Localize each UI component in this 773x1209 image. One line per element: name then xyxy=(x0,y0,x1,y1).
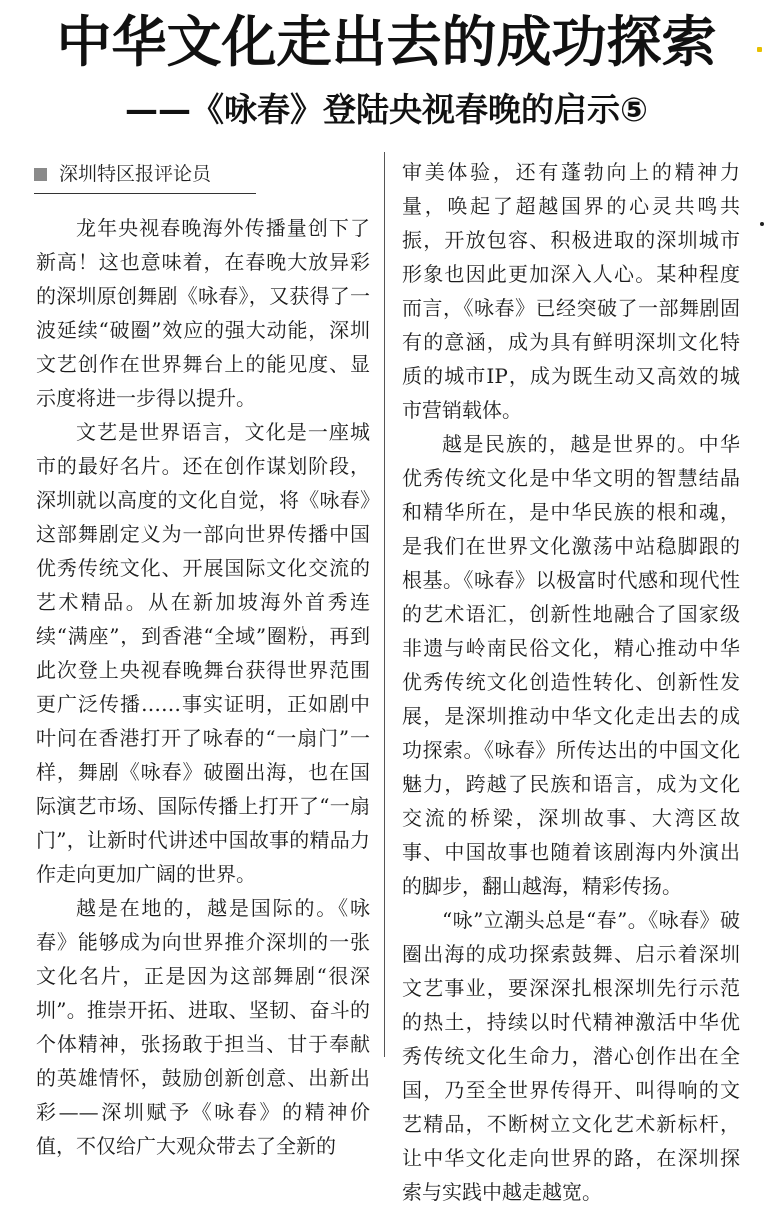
paragraph: 越是民族的，越是世界的。中华优秀传统文化是中华文明的智慧结晶和精华所在，是中华民族的根和魂，是我们在世界文化激荡中站稳脚跟的根基。《咏春》以极富时代感和现代性的艺术语汇，创新性地融合了国家级非遗与岭南民俗文化，精心推动中华优秀传统文化创造性转化、创新性发展，是深圳推动中华文化走出去的成功探索。《咏春》所传达出的中国文化魅力，跨越了民族和语言，成为文化交流的桥梁，深圳故事、大湾区故事、中国故事也随着该剧海内外演出的脚步，翻山越海，精彩传扬。 xyxy=(402,432,740,898)
column-divider xyxy=(384,152,385,1057)
right-column xyxy=(402,155,740,1209)
square-marker-icon xyxy=(34,168,47,181)
paragraph-continuation: 审美体验，还有蓬勃向上的精神力量，唤起了超越国界的心灵共鸣共振，开放包容、积极进取的深圳城市形象也因此更加深入人心。某种程度而言，《咏春》已经突破了一部舞剧固有的意涵，成为具有鲜明深圳文化特质的城市IP，成为既生动又高效的城市营销载体。 xyxy=(402,160,740,422)
byline xyxy=(34,155,256,194)
register-mark xyxy=(760,222,764,226)
decorative-dot xyxy=(757,47,762,52)
headline: 中华文化走出去的成功探索 xyxy=(56,10,717,74)
paragraph: 文艺是世界语言，文化是一座城市的最好名片。还在创作谋划阶段，深圳就以高度的文化自觉，将《咏春》这部舞剧定义为一部向世界传播中国优秀传统文化、开展国际文化交流的艺术精品。从在新加坡海外首秀连续“满座”，到香港“全域”圈粉，再到此次登上央视春晚舞台获得世界范围更广泛传播……事实证明，正如剧中叶问在香港打开了咏春的“一扇门”一样，舞剧《咏春》破圈出海，也在国际演艺市场、国际传播上打开了“一扇门”，让新时代讲述中国故事的精品力作走向更加广阔的世界。 xyxy=(36,420,370,886)
paragraph: 越是在地的，越是国际的。《咏春》能够成为向世界推介深圳的一张文化名片，正是因为这部舞剧“很深圳”。推崇开拓、进取、坚韧、奋斗的个体精神，张扬敢于担当、甘于奉献的英雄情怀，鼓励创新创意、出新出彩——深圳赋予《咏春》的精神价值，不仅给广大观众带去了全新的 xyxy=(36,896,370,1158)
left-column xyxy=(36,211,370,1163)
paragraph: “咏”立潮头总是“春”。《咏春》破圈出海的成功探索鼓舞、启示着深圳文艺事业，要深深扎根深圳先行示范的热土，持续以时代精神激活中华优秀传统文化生命力，潜心创作出在全国，乃至全世界传得开、叫得响的文艺精品，不断树立文化艺术新标杆，让中华文化走向世界的路，在深圳探索与实践中越走越宽。 xyxy=(402,908,740,1204)
paragraph: 龙年央视春晚海外传播量创下了新高！这也意味着，在春晚大放异彩的深圳原创舞剧《咏春》，又获得了一波延续“破圈”效应的强大动能，深圳文艺创作在世界舞台上的能见度、显示度将进一步得以提升。 xyxy=(36,216,370,410)
subheadline: ——《咏春》登陆央视春晚的启示⑤ xyxy=(125,90,648,129)
byline-text: 深圳特区报评论员 xyxy=(59,163,212,185)
